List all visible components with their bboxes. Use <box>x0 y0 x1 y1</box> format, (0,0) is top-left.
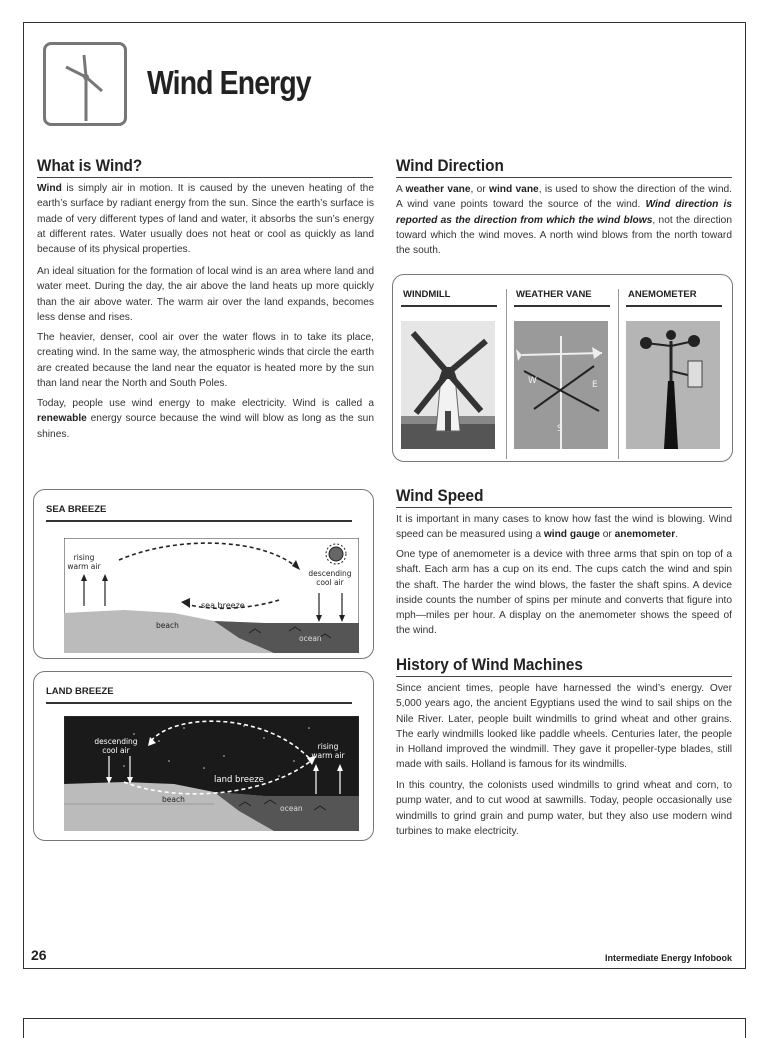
land-breeze-panel <box>33 671 374 841</box>
wind-direction-heading: Wind Direction <box>396 156 732 178</box>
wind-direction-paragraph: A weather vane, or wind vane, is used to show the direction of the wind. A wind vane points toward the source of the wind. Wind direction is reported as the direction from which the wind blows, not the direction toward which the wind moves. A north wind blows from the north toward the south. <box>396 184 732 257</box>
sea-breeze-diagram <box>64 538 359 653</box>
next-page-border <box>23 1018 746 1038</box>
wind-turbine-icon <box>54 51 118 121</box>
wind-turbine-logo <box>43 42 127 126</box>
weather-vane-column <box>514 289 610 434</box>
gallery-divider <box>506 289 507 459</box>
sea-breeze-panel <box>33 489 374 659</box>
svg-text:E: E <box>592 380 598 390</box>
land-breeze-label: LAND BREEZE <box>46 686 352 704</box>
ocean-text: ocean <box>280 804 303 813</box>
what-is-wind-p3: The heavier, denser, cool air over the water flows in to take its place, creating wind. In the same way, the atmospheric winds that circle the earth are created because the land near the equator is heated more by the sun than land near the North and South Poles. <box>37 332 374 389</box>
land-breeze-diagram <box>64 716 359 831</box>
wind-speed-p2: One type of anemometer is a device with three arms that spin on top of a shaft. Each arm has a cup on its end. The cups catch the wind and spin the shaft. The harder the wind blows, the faster the shaft spins. A device inside counts the number of spins per minute and converts that figure into mph—miles per hour. A display on the anemometer shows the speed of the wind. <box>396 549 732 637</box>
svg-text:S: S <box>557 424 563 434</box>
descending-text: descending <box>94 737 138 746</box>
weather-vane-label: WEATHER VANE <box>514 289 610 307</box>
land-breeze-text: land breeze <box>214 775 264 785</box>
history-p2: In this country, the colonists used windmills to grind wheat and corn, to pump water, and to cut wood at sawmills. Today, people occasionally use windmills to grind grain and pump water, but they also use modern wind turbines to make electricity. <box>396 780 732 837</box>
book-title: Intermediate Energy Infobook <box>604 953 732 963</box>
windmill-column <box>401 289 497 307</box>
anemometer-photo <box>626 321 720 449</box>
history-heading: History of Wind Machines <box>396 655 732 677</box>
svg-text:W: W <box>528 376 537 386</box>
weather-vane-photo <box>514 321 608 449</box>
wind-speed-heading: Wind Speed <box>396 486 732 508</box>
descending-text: descending <box>308 569 352 578</box>
gallery-divider <box>618 289 619 459</box>
sea-breeze-text: sea breeze <box>201 601 245 610</box>
beach-text: beach <box>156 621 179 630</box>
what-is-wind-p2: An ideal situation for the formation of local wind is an area where land and water meet. During the day, the air above the land heats up more quickly than the air above water. The warm air over the land expands, becomes less dense and rises. <box>37 266 374 323</box>
rising-text: rising <box>73 553 95 562</box>
rising-text: rising <box>317 742 339 751</box>
cool-air-text: cool air <box>102 746 130 755</box>
ocean-text: ocean <box>299 634 322 643</box>
what-is-wind-p4: Today, people use wind energy to make electricity. Wind is called a renewable energy source because the wind will blow as long as the sun shines. <box>37 398 374 440</box>
warm-air-text: warm air <box>311 751 345 760</box>
sea-breeze-label: SEA BREEZE <box>46 504 352 522</box>
windmill-label: WINDMILL <box>401 289 497 307</box>
what-is-wind-p1: Wind is simply air in motion. It is caused by the uneven heating of the earth’s surface by radiant energy from the sun. Since the earth’s surface is made of very different types of land and water, it absorbs the sun’s energy at different rates. Water usually does not heat or cool as quickly as land because of its physical properties. <box>37 183 374 256</box>
cool-air-text: cool air <box>316 578 344 587</box>
page-number: 26 <box>31 947 47 963</box>
anemometer-column <box>626 289 722 307</box>
history-p1: Since ancient times, people have harnessed the wind’s energy. Over 5,000 years ago, the ancient Egyptians used the wind to sail ships on the Nile River. Later, people built windmills to grind wheat and other grains. The early windmills looked like paddle wheels. Centuries later, the people in Holland improved the windmill. They gave it propeller-type blades, still made with sails. Holland is famous for its windmills. <box>396 683 732 771</box>
wind-instruments-gallery <box>392 274 733 462</box>
page-title: Wind Energy <box>147 64 311 101</box>
beach-text: beach <box>162 795 185 804</box>
what-is-wind-heading: What is Wind? <box>37 156 373 178</box>
wind-speed-p1: It is important in many cases to know how fast the wind is blowing. Wind speed can be measured using a wind gauge or anemometer. <box>396 514 732 541</box>
warm-air-text: warm air <box>67 562 101 571</box>
anemometer-label: ANEMOMETER <box>626 289 722 307</box>
windmill-photo <box>401 321 495 449</box>
